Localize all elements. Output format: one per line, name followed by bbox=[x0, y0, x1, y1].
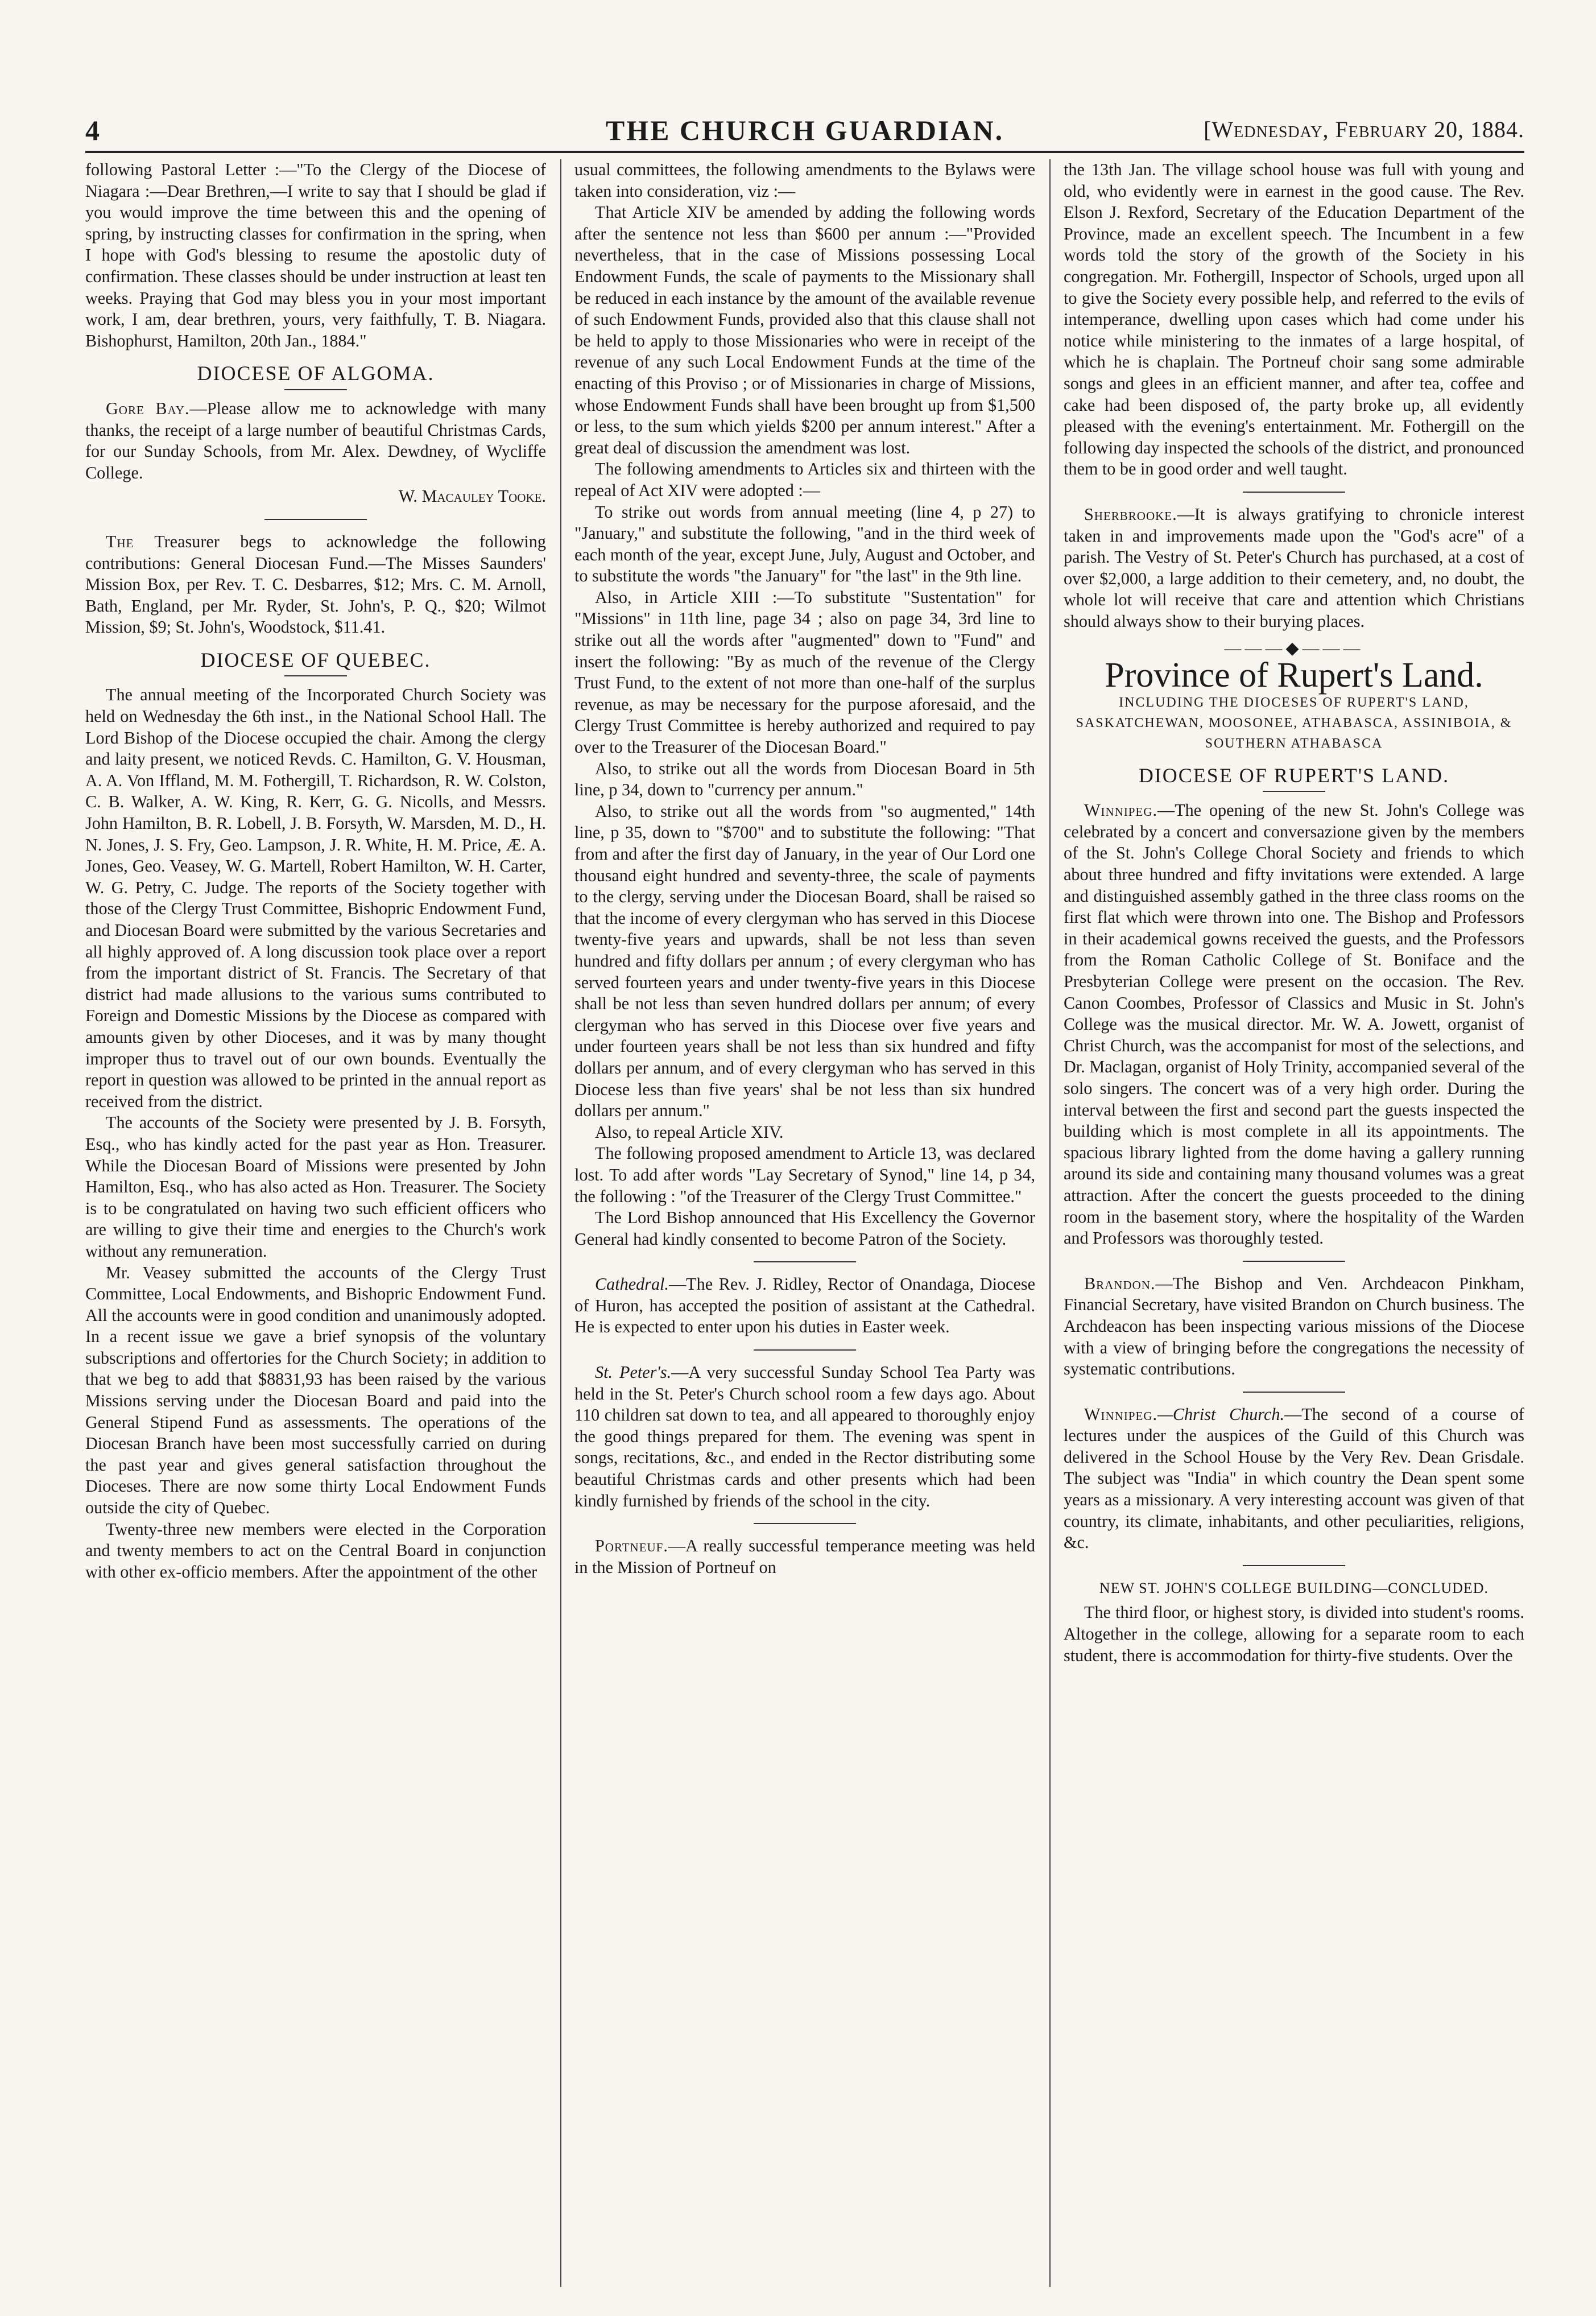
article-winnipeg bbox=[1064, 800, 1524, 1249]
text-treasurer: Treasurer begs to acknowledge the following contributions: General Diocesan Fund.—The Misses Saunders' Mission Box, per Rev. T. C. Desbarres, $12; Mrs. C. M. Arnoll, Bath, England, per Mr. Ryder, St. John's, P. Q., $20; Wilmot Mission, $9; St. John's, Woodstock, $11.41. bbox=[85, 531, 546, 637]
article-gore-bay bbox=[85, 398, 546, 484]
separator-rule bbox=[1243, 1392, 1345, 1393]
section-heading-quebec: DIOCESE OF QUEBEC. bbox=[200, 648, 431, 671]
text-portneuf: —A really successful temperance meeting was held in the Mission of Portneuf on bbox=[574, 1536, 1035, 1577]
heading-rule bbox=[1263, 791, 1325, 792]
new-building-heading: NEW ST. JOHN'S COLLEGE BUILDING—CONCLUDED. bbox=[1099, 1579, 1489, 1596]
text-winnipeg: —The opening of the new St. John's College was celebrated by a concert and conversazione given by the members of the St. John's College Choral Society and friends to which about three hundred and fifty invitations were extended. A large and distinguished assembly gathed in the three class rooms on the first flat which were thrown into one. The Bishop and Professors in their academical gowns received the guests, and the Professors from the Roman Catholic College of St. Boniface and the Presbyterian College were present on the occasion. The Rev. Canon Coombes, Professor of Classics and Music in St. John's College was the musical director. Mr. W. A. Jowett, organist of Christ Church, was the accompanist for most of the selections, and Dr. Maclagan, organist of Holy Trinity, accompanied several of the solo singers. The concert was of a very high order. During the interval between the first and second part the guests inspected the building which is most complete in all its appointments. The spacious library lighted from the dome having a gallery running around its side and containing many thousand volumes was a great attraction. After the concert the guests proceeded to the dining room in the basement story, where the hospitality of the Warden and Professors was thoroughly tested. bbox=[1064, 800, 1524, 1248]
article-winnipeg-christ-church bbox=[1064, 1404, 1524, 1554]
separator-rule bbox=[1243, 492, 1345, 493]
section-heading-ruperts-land: DIOCESE OF RUPERT'S LAND. bbox=[1138, 763, 1450, 787]
province-subheading: INCLUDING THE DIOCESES OF RUPERT'S LAND, SASKATCHEWAN, MOOSONEE, ATHABASCA, ASSINIBOIA, & SOUTHERN ATHABASCA bbox=[1076, 695, 1512, 751]
newspaper-page bbox=[85, 94, 1524, 2290]
article-treasurer bbox=[85, 531, 546, 638]
separator-rule bbox=[754, 1523, 856, 1524]
text-cathedral: —The Rev. J. Ridley, Rector of Onandaga, Diocese of Huron, has accepted the position of assistant at the Cathedral. He is expected to enter upon his duties in Easter week. bbox=[574, 1274, 1035, 1337]
issue-date: [Wednesday, February 20, 1884. bbox=[1204, 117, 1524, 142]
quebec-paragraph: Mr. Veasey submitted the accounts of the Clergy Trust Committee, Local Endowments, and Bishopric Endowment Fund. All the accounts were in good condition and unanimously adopted. In a recent issue we gave a brief synopsis of the voluntary subscriptions and offertories for the Church Society; in addition to that we beg to add that $8831,93 has been raised by the various Missions serving under the Diocesan Board and paid into the General Stipend Fund as assessments. The operations of the Diocesan Branch have been most successfully carried on during the past year and gives general satisfaction throughout the Dioceses. There are now some thirty Local Endowment Funds outside the city of Quebec. bbox=[85, 1262, 546, 1518]
lead-gore-bay: Gore Bay. bbox=[106, 398, 190, 418]
masthead bbox=[85, 114, 1524, 154]
lead-winnipeg: Winnipeg. bbox=[1084, 800, 1158, 820]
bylaw-paragraph: To strike out words from annual meeting (line 4, p 27) to "January," and substitute the following, "and in the third week of each month of the year, except June, July, August and October, and to substitute the words "the January" for "the last" in the 9th line. bbox=[574, 502, 1035, 586]
ornament-divider: ———◆——— bbox=[1224, 639, 1364, 658]
article-brandon bbox=[1064, 1273, 1524, 1380]
bylaw-paragraph: The following amendments to Articles six and thirteen with the repeal of Act XIV were adopted :— bbox=[574, 459, 1035, 500]
column-1 bbox=[85, 159, 546, 2287]
text-st-peters: —A very successful Sunday School Tea Party was held in the St. Peter's Church school room a few days ago. About 110 children sat down to tea, and all appeared to thoroughly enjoy the good things prepared for them. The evening was spent in songs, recitations, &c., and ended in the Rector distributing some beautiful Christmas cards and other presents which had been kindly furnished by friends of the school in the city. bbox=[574, 1363, 1035, 1510]
bylaw-paragraph: Also, to strike out all the words from "so augmented," 14th line, p 35, down to "$700" and to substitute the following: "That from and after the first day of January, in the year of Our Lord one thousand eight hundred and seventy-three, the scale of payments to the clergy, serving under the Diocesan Board, shall be raised so that the income of every clergyman who has served in this Diocese twenty-five years and upwards, shall be not less than seven hundred and fifty dollars per annum ; of every clergyman who has served fourteen years and under twenty-five years in this Diocese shall be not less than seven hundred dollars per annum; of every clergyman who has served in this Diocese over five years and under fourteen years shall be not less than six hundred and fifty dollars per annum, and of every clergyman who has served in this Diocese less than five years' shal be not less than six hundred dollars per annum." bbox=[574, 801, 1035, 1121]
bylaw-paragraph: That Article XIV be amended by adding the following words after the sentence not less than $600 per annum :—"Provided nevertheless, that in the case of Missions possessing Local Endowment Funds, the scale of payments to the Missionary shall be reduced in each instance by the amount of the available revenue of such Endowment Funds, provided also that this clause shall not be held to apply to those Missionaries who were in receipt of the revenue of any such Local Endowment Funds at the time of the enacting of this Proviso ; or of Missionaries in charge of Missions, whose Endowment Funds shall have been brought up from $1,500 or less, to the sum which yields $200 per annum interest." After a great deal of discussion the amendment was lost. bbox=[574, 203, 1035, 457]
heading-rule bbox=[284, 389, 347, 390]
text-sherbrooke: —It is always gratifying to chronicle interest taken in and improvements made upon the "God's acre" of a parish. The Vestry of St. Peter's Church has purchased, at a cost of over $2,000, a large addition to their cemetery, and, no doubt, the whole lot will receive that care and attention which Christians should always show to their burying places. bbox=[1064, 504, 1524, 631]
lead-brandon: Brandon. bbox=[1084, 1273, 1156, 1293]
bylaw-paragraph: usual committees, the following amendments to the Bylaws were taken into consideration, viz :— bbox=[574, 160, 1035, 201]
lead-st-peters: St. Peter's. bbox=[595, 1363, 672, 1382]
province-heading: Province of Rupert's Land. bbox=[1105, 656, 1483, 695]
heading-rule bbox=[284, 675, 347, 676]
lead-cathedral: Cathedral. bbox=[595, 1274, 669, 1294]
bylaw-paragraph: The following proposed amendment to Article 13, was declared lost. To add after words "Lay Secretary of Synod," line 14, p 34, the following : "of the Treasurer of the Clergy Trust Committee." bbox=[574, 1143, 1035, 1206]
column-divider bbox=[1049, 159, 1051, 2287]
separator-rule bbox=[1243, 1261, 1345, 1262]
section-heading-algoma: DIOCESE OF ALGOMA. bbox=[197, 362, 435, 385]
lead-sherbrooke: Sherbrooke. bbox=[1084, 504, 1177, 524]
column-2 bbox=[574, 159, 1035, 2287]
column-3 bbox=[1064, 159, 1524, 2287]
text-brandon: —The Bishop and Ven. Archdeacon Pinkham, Financial Secretary, have visited Brandon on Church business. The Archdeacon has been inspecting various missions of the Diocese with a view of bringing before the congregations the necessity of systematic contributions. bbox=[1064, 1273, 1524, 1379]
italic-christ-church: —Christ Church. bbox=[1157, 1404, 1285, 1424]
separator-rule bbox=[264, 519, 367, 520]
article-st-peters bbox=[574, 1362, 1035, 1512]
separator-rule bbox=[1243, 1565, 1345, 1566]
article-sherbrooke bbox=[1064, 504, 1524, 633]
bylaw-paragraph: Also, to strike out all the words from Diocesan Board in 5th line, p 34, down to "currency per annum." bbox=[574, 758, 1035, 800]
pastoral-letter: following Pastoral Letter :—"To the Clergy of the Diocese of Niagara :—Dear Brethren,—I write to say that I should be glad if you would improve the time between this and the opening of spring, by instructing classes for confirmation in the spring, when I hope with God's blessing to resume the apostolic duty of confirmation. These classes should be under instruction at least ten weeks. Praying that God may bless you in your most important work, I am, dear brethren, yours, very faithfully, T. B. Niagara. Bishophurst, Hamilton, 20th Jan., 1884." bbox=[85, 160, 546, 350]
bylaw-paragraph: Also, in Article XIII :—To substitute "Sustentation" for "Missions" in 11th line, page 34 ; also on page 34, 3rd line to strike out all the words after "augmented" down to "Fund" and insert the following: "By as much of the revenue of the Clergy Trust Fund, to the extent of not more than one-half of the surplus revenue, as may be necessary for the purpose aforesaid, and the Clergy Trust Committee is hereby authorized and required to pay over to the Treasurer of the Diocesan Board." bbox=[574, 587, 1035, 757]
page-number: 4 bbox=[85, 114, 100, 146]
quebec-paragraph: The annual meeting of the Incorporated Church Society was held on Wednesday the 6th inst., in the National School Hall. The Lord Bishop of the Diocese occupied the chair. Among the clergy and laity present, we noticed Revds. C. Hamilton, G. V. Housman, A. A. Von Iffland, M. M. Fothergill, T. Richardson, R. W. Colston, C. B. Walker, A. W. King, R. Kerr, G. G. Nicolls, and Messrs. John Hamilton, B. R. Lobell, J. B. Forsyth, W. Marsden, M. D., H. N. Jones, J. S. Fry, Geo. Lampson, J. R. White, H. M. Price, Æ. A. Jones, Geo. Veasey, W. G. Martell, Robert Hamilton, W. H. Carter, W. G. Petry, C. Judge. The reports of the Society together with those of the Clergy Trust Committee, Bishopric Endowment Fund, and Diocesan Board were submitted by the various Secretaries and all highly approved of. A long discussion took place over a report from the important district of St. Francis. The Secretary of that district had made allusions to the various sums contributed to Foreign and Domestic Missions by the Diocese as compared with amounts given by other Dioceses, and it was by many thought improper thus to travel out of our own bounds. Eventually the report in question was allowed to be printed in the annual report as received from the district. bbox=[85, 685, 546, 1111]
header-rule bbox=[85, 151, 1524, 153]
quebec-paragraph: Twenty-three new members were elected in the Corporation and twenty members to act on the Central Board in conjunction with other ex-officio members. After the appointment of the other bbox=[85, 1519, 546, 1582]
new-building-text: The third floor, or highest story, is divided into student's rooms. Altogether in the college, allowing for a separate room to each student, there is accommodation for thirty-five students. Over the bbox=[1064, 1603, 1524, 1665]
bylaw-paragraph: The Lord Bishop announced that His Excellency the Governor General had kindly consented to become Patron of the Society. bbox=[574, 1208, 1035, 1249]
portneuf-continued: the 13th Jan. The village school house was full with young and old, who evidently were in earnest in the good cause. The Rev. Elson J. Rexford, Secretary of the Education Department of the Province, made an excellent speech. The Incumbent in a few words told the story of the growth of the Society in his congregation. Mr. Fothergill, Inspector of Schools, urged upon all to give the Society every possible help, and referred to the evils of intemperance, dwelling upon cases which had come under his notice while ministering to the inmates of a large hospital, of which he is chaplain. The Portneuf choir sang some admirable songs and glees in an efficient manner, and after tea, coffee and cake had been disposed of, the party broke up, all evidently pleased with the evening's entertainment. Mr. Fothergill on the following day inspected the schools of the district, and pronounced them to be in good order and well taught. bbox=[1064, 160, 1524, 479]
separator-rule bbox=[754, 1349, 856, 1351]
separator-rule bbox=[754, 1261, 856, 1262]
article-cathedral bbox=[574, 1274, 1035, 1338]
lead-portneuf: Portneuf. bbox=[595, 1536, 668, 1556]
column-divider bbox=[560, 159, 561, 2287]
quebec-paragraph: The accounts of the Society were presented by J. B. Forsyth, Esq., who has kindly acted for the past year as Hon. Treasurer. While the Diocesan Board of Missions were presented by John Hamilton, Esq., who has also acted as Hon. Treasurer. The Society is to be congratulated on having two such efficient officers who are willing to give their time and energies to the Church's work without any remuneration. bbox=[85, 1113, 546, 1261]
signature: W. Macauley Tooke. bbox=[398, 486, 546, 506]
article-portneuf bbox=[574, 1535, 1035, 1578]
lead-winnipeg-2: Winnipeg. bbox=[1084, 1404, 1158, 1424]
paper-title: THE CHURCH GUARDIAN. bbox=[605, 114, 1004, 146]
bylaw-paragraph: Also, to repeal Article XIV. bbox=[595, 1122, 784, 1142]
lead-treasurer: The bbox=[106, 531, 134, 551]
text-winnipeg-2: —The second of a course of lectures under the auspices of the Guild of this Church was delivered in the School House by the Very Rev. Dean Grisdale. The subject was "India" in which country the Dean spent some years as a missionary. A very interesting account was given of that country, its climate, inhabitants, and other peculiarities, religions, &c. bbox=[1064, 1404, 1524, 1553]
text-gore-bay: —Please allow me to acknowledge with many thanks, the receipt of a large number of beautiful Christmas Cards, for our Sunday Schools, from Mr. Alex. Dewdney, of Wycliffe College. bbox=[85, 398, 546, 482]
